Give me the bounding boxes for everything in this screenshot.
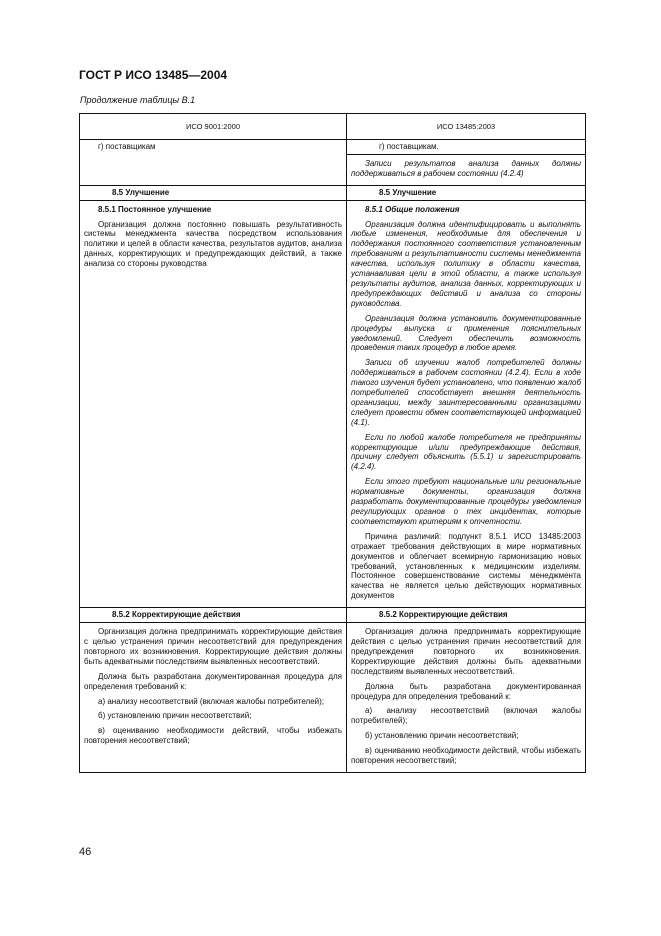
list-item: а) анализу несоответствий (включая жалобы потребителей); [98, 696, 325, 706]
list-item: б) установлению причин несоответствий; [98, 711, 252, 721]
paragraph: Должна быть разработана документированная процедура для определения требований к: [84, 671, 342, 691]
table-row [80, 185, 586, 607]
cell-iso13485 [347, 140, 586, 186]
cell-iso13485 [347, 608, 586, 773]
subsection-heading: 8.5.2 Корректирующие действия [80, 610, 346, 623]
comparison-table [79, 113, 585, 773]
cell-iso9001 [80, 608, 347, 773]
list-item: б) установлению причин несоответствий; [365, 731, 519, 741]
page-number: 46 [79, 846, 92, 858]
paragraph: Организация должна идентифицировать и выполнять любые изменения, необходимые для обеспечения и поддержания постоянного соответствия установленным требованиям и результативности системы менеджмента качества, используя политику в области качества, устанавливая цели в этой области, а также используя результаты аудитов, анализа данных, корректирующих и предупреждающих действий и анализа со стороны руководства. [351, 219, 581, 308]
paragraph: Если этого требуют национальные или региональные нормативные документы, организация должна разработать документированные процедуры уведомления регулирующих органов о тех инцидентах, которые соответствуют критериям к отчетности. [351, 477, 581, 526]
cell-iso9001 [80, 185, 347, 607]
paragraph: Причина различий: подпункт 8.5.1 ИСО 13485:2003 отражает требования действующих в мире нормативных документов и облегчает всемирную гармонизацию новых требований, установленных к медицинским изделиям. Постоянное совершенствование системы менеджмента качества не является целью действующих нормативных документов [351, 531, 581, 601]
list-item: г) поставщикам [98, 142, 156, 151]
section-heading: 8.5 Улучшение [347, 188, 585, 201]
document-header: ГОСТ Р ИСО 13485—2004 [79, 68, 228, 82]
cell-iso9001 [80, 140, 347, 186]
table-row [80, 608, 586, 773]
table-caption: Продолжение таблицы В.1 [80, 95, 196, 105]
paragraph: Должна быть разработана документированная процедура для определения требований к: [351, 681, 581, 701]
list-item: а) анализу несоответствий (включая жалобы потребителей); [351, 706, 581, 726]
column-header-iso9001: ИСО 9001:2000 [80, 114, 347, 140]
column-header-iso13485: ИСО 13485:2003 [347, 114, 586, 140]
list-item: г) поставщикам. [347, 142, 585, 155]
list-item: в) оцениванию необходимости действий, чтобы избежать повторения несоответствий; [351, 746, 581, 766]
table-header-row [80, 114, 586, 140]
paragraph: Записи результатов анализа данных должны поддерживаться в рабочем состоянии (4.2.4) [351, 158, 581, 178]
list-item: в) оцениванию необходимости действий, чтобы избежать повторения несоответствий; [84, 726, 342, 746]
paragraph: Организация должна предпринимать корректирующие действия с целью устранения причин несоответствий для предупреждения повторного их возникновения. Корректирующие действия должны быть адекватными последствиям выявленных несоответствий. [84, 627, 342, 666]
table-row [80, 140, 586, 186]
subsection-heading: 8.5.1 Общие положения [365, 204, 460, 214]
subsection-heading: 8.5.1 Постоянное улучшение [98, 204, 212, 214]
cell-iso13485 [347, 185, 586, 607]
subsection-heading: 8.5.2 Корректирующие действия [347, 610, 585, 623]
paragraph: Организация должна постоянно повышать результативность системы менеджмента качества посредством использования политики и целей в области качества, результатов аудитов, анализа данных, корректирующих и предупреждающих действий, а также анализа со стороны руководства [84, 219, 342, 269]
paragraph: Организация должна установить документированные процедуры выпуска и применения пояснительных уведомлений. Следует обеспечить возможность проведения таких процедур в любое время. [351, 313, 581, 353]
paragraph: Записи об изучении жалоб потребителей должны поддерживаться в рабочем состоянии (4.2.4). Если в ходе такого изучения будет установлено, что появлению жалоб потребителей способствует внешняя деятельность организации, между заинтересованными организациями следует провести обмен соответствующей информацией (4.1). [351, 358, 581, 427]
paragraph: Организация должна предпринимать корректирующие действия с целью устранения причин несоответствий для предупреждения повторного их возникновения. Корректирующие действия должны быть адекватными последствиям выявленных несоответствий. [351, 627, 581, 676]
paragraph: Если по любой жалобе потребителя не предприняты корректирующие и/или предупреждающие действия, причину следует объяснить (5.5.1) и зарегистрировать (4.2.4). [351, 432, 581, 472]
section-heading: 8.5 Улучшение [80, 188, 346, 201]
